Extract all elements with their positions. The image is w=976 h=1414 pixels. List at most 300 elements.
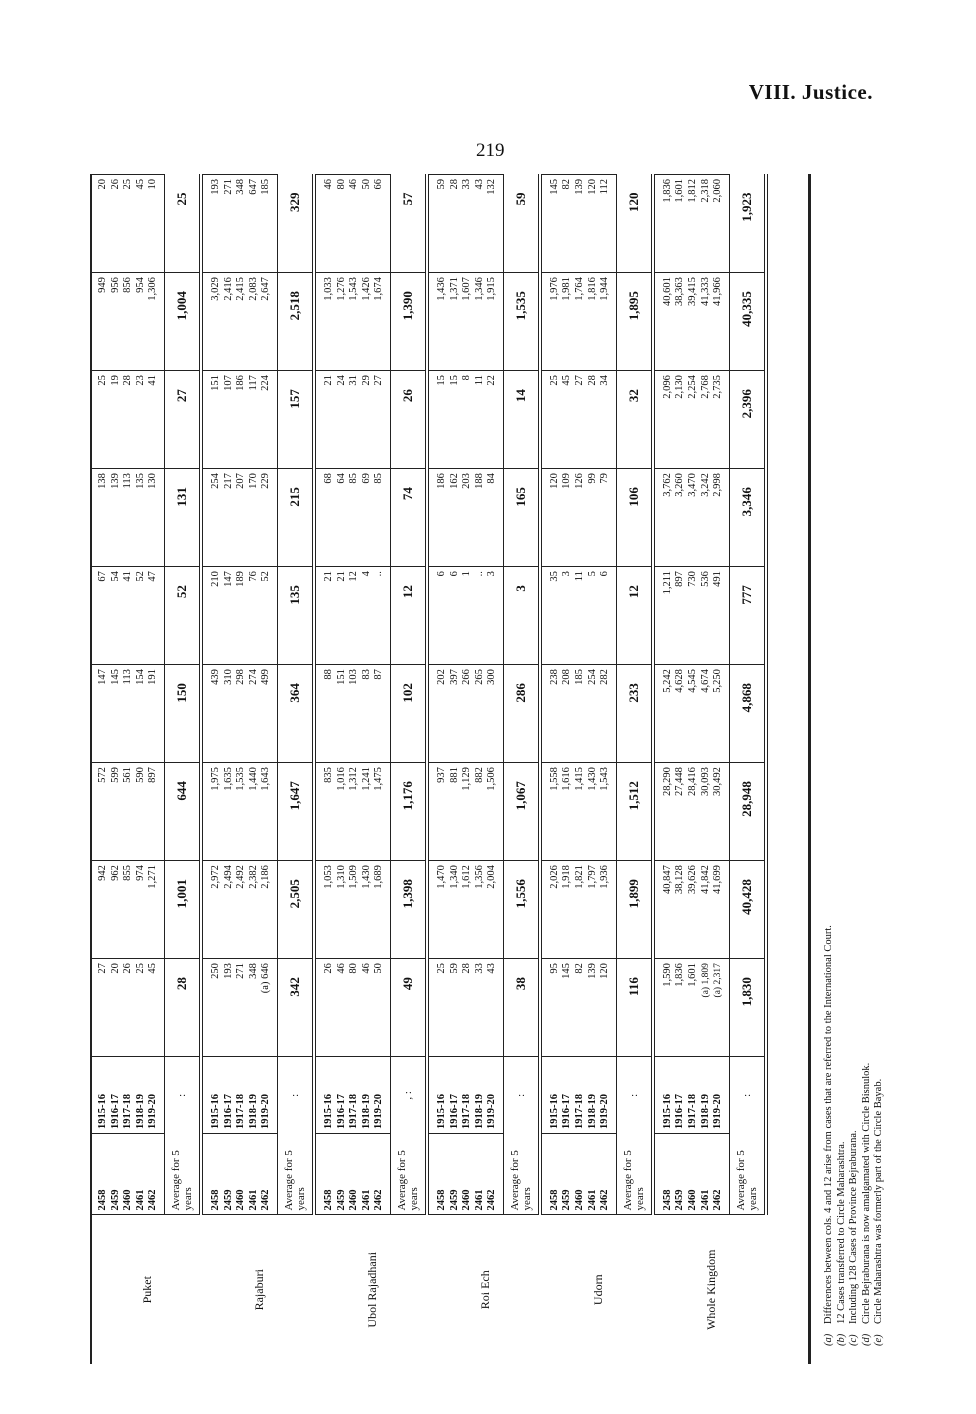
stat-value: 52 bbox=[260, 571, 272, 582]
average-value: 102 bbox=[390, 665, 427, 763]
average-value: 59 bbox=[503, 175, 540, 273]
stat-value: 1,601 bbox=[674, 179, 686, 203]
average-row bbox=[164, 175, 201, 1365]
stat-value: 1,241 bbox=[360, 767, 372, 791]
stat-value: 1,764 bbox=[574, 277, 586, 301]
stat-value: 21 bbox=[322, 571, 334, 582]
stat-value: 88 bbox=[322, 669, 334, 680]
stat-value: 26 bbox=[322, 963, 334, 974]
stat-column-8 bbox=[90, 273, 164, 371]
stat-value: 28 bbox=[461, 963, 473, 974]
fiscal-year: 1919-20 bbox=[260, 1094, 272, 1129]
stat-column-9 bbox=[201, 175, 277, 273]
stat-value: 107 bbox=[222, 375, 234, 391]
stat-value: 34 bbox=[599, 375, 611, 386]
footnote bbox=[861, 196, 874, 1346]
stat-column-9 bbox=[314, 175, 390, 273]
stat-value: 2,735 bbox=[712, 375, 724, 399]
stat-value: 87 bbox=[373, 669, 385, 680]
average-value: 27 bbox=[164, 371, 201, 469]
region-years-row bbox=[653, 175, 729, 1365]
stat-value: 76 bbox=[247, 571, 259, 582]
stat-column-2 bbox=[653, 861, 729, 959]
stat-value: 170 bbox=[247, 473, 259, 489]
stat-value: 397 bbox=[448, 669, 460, 685]
average-value: 644 bbox=[164, 763, 201, 861]
region-years-row bbox=[314, 175, 390, 1365]
average-value: 2,518 bbox=[277, 273, 314, 371]
buddhist-era-years bbox=[90, 1134, 164, 1215]
stat-value: 50 bbox=[360, 179, 372, 190]
stat-value: (a) 2,317 bbox=[713, 963, 724, 998]
stat-value: 6 bbox=[448, 571, 460, 577]
average-value: 135 bbox=[277, 567, 314, 665]
stat-value: 189 bbox=[235, 571, 247, 587]
stat-column-6 bbox=[427, 469, 503, 567]
stat-value: 1,271 bbox=[147, 865, 159, 889]
stat-value: 50 bbox=[373, 963, 385, 974]
stat-value: 590 bbox=[134, 767, 146, 783]
stat-value: 1,426 bbox=[360, 277, 372, 301]
christian-era-years bbox=[201, 1057, 277, 1134]
be-year: 2460 bbox=[348, 1189, 360, 1211]
stat-value: 66 bbox=[373, 179, 385, 190]
fiscal-year: 1919-20 bbox=[147, 1094, 159, 1129]
average-label: Average for 5 years bbox=[729, 1134, 766, 1215]
stat-value: 1,612 bbox=[461, 865, 473, 889]
stat-column-6 bbox=[90, 469, 164, 567]
stat-value: 120 bbox=[599, 963, 611, 979]
be-year: 2462 bbox=[147, 1189, 159, 1211]
stat-column-5 bbox=[90, 567, 164, 665]
stat-value: .. bbox=[473, 571, 485, 577]
average-value: 106 bbox=[616, 469, 653, 567]
stat-column-8 bbox=[201, 273, 277, 371]
stat-value: 491 bbox=[712, 571, 724, 587]
stat-value: 1,616 bbox=[561, 767, 573, 791]
stat-value: 5,242 bbox=[661, 669, 673, 693]
stat-value: 154 bbox=[134, 669, 146, 685]
stat-value: 207 bbox=[235, 473, 247, 489]
buddhist-era-years bbox=[314, 1134, 390, 1215]
stat-column-3 bbox=[90, 763, 164, 861]
stat-value: (a) 1,809 bbox=[700, 963, 711, 998]
stat-value: 147 bbox=[97, 669, 108, 685]
stat-value: 1,601 bbox=[687, 963, 699, 987]
stat-value: 46 bbox=[360, 963, 372, 974]
average-year-mark: : bbox=[164, 1057, 201, 1134]
average-value: 28,948 bbox=[729, 763, 766, 861]
stat-value: 12 bbox=[348, 571, 360, 582]
stat-value: 1,607 bbox=[461, 277, 473, 301]
stat-value: 28 bbox=[586, 375, 598, 386]
christian-era-years bbox=[540, 1057, 616, 1134]
fiscal-year: 1915-16 bbox=[435, 1094, 447, 1129]
average-value: 28 bbox=[164, 959, 201, 1057]
region-name: Whole Kingdom bbox=[653, 1215, 766, 1364]
stat-value: 203 bbox=[461, 473, 473, 489]
stat-value: 20 bbox=[109, 963, 121, 974]
stat-value: 1,509 bbox=[348, 865, 360, 889]
stat-value: 2,060 bbox=[712, 179, 724, 203]
stat-value: 145 bbox=[561, 963, 573, 979]
stat-value: 4 bbox=[360, 571, 372, 577]
stat-value: 1,674 bbox=[373, 277, 385, 301]
stat-value: 30,492 bbox=[712, 767, 724, 797]
stat-column-2 bbox=[201, 861, 277, 959]
stat-column-4 bbox=[90, 665, 164, 763]
rotated-content bbox=[90, 174, 884, 1364]
stat-value: 2,494 bbox=[222, 865, 234, 889]
fiscal-year: 1916-17 bbox=[561, 1094, 573, 1129]
region-name: Rajaburi bbox=[201, 1215, 314, 1364]
average-value: 1,398 bbox=[390, 861, 427, 959]
stat-value: 3,762 bbox=[661, 473, 673, 497]
stat-value: 238 bbox=[548, 669, 560, 685]
stat-value: 120 bbox=[548, 473, 560, 489]
stat-value: 2,026 bbox=[548, 865, 560, 889]
be-year: 2460 bbox=[574, 1189, 586, 1211]
fiscal-year: 1919-20 bbox=[599, 1094, 611, 1129]
region-name: Ubol Rajadhani bbox=[314, 1215, 427, 1364]
buddhist-era-years bbox=[540, 1134, 616, 1215]
footnote-text: 12 Cases transferred to Circle Maharashtra. bbox=[835, 1141, 847, 1324]
region-years-row bbox=[540, 175, 616, 1365]
average-value: 1,001 bbox=[164, 861, 201, 959]
stat-value: 2,083 bbox=[247, 277, 259, 301]
stat-value: 599 bbox=[109, 767, 121, 783]
stat-value: 3,260 bbox=[674, 473, 686, 497]
stat-value: 974 bbox=[134, 865, 146, 881]
stat-value: 2,130 bbox=[674, 375, 686, 399]
be-year: 2459 bbox=[674, 1189, 686, 1211]
average-value: 165 bbox=[503, 469, 540, 567]
stat-value: 1,276 bbox=[335, 277, 347, 301]
average-year-mark: : bbox=[503, 1057, 540, 1134]
stat-value: 647 bbox=[247, 179, 259, 195]
average-value: 777 bbox=[729, 567, 766, 665]
stat-value: 139 bbox=[586, 963, 598, 979]
stat-value: 897 bbox=[674, 571, 686, 587]
average-value: 25 bbox=[164, 175, 201, 273]
average-value: 52 bbox=[164, 567, 201, 665]
stat-value: 300 bbox=[486, 669, 498, 685]
stat-value: 117 bbox=[247, 375, 259, 391]
footnote bbox=[848, 196, 861, 1346]
stat-value: 39,626 bbox=[687, 865, 699, 895]
stat-value: 2,492 bbox=[235, 865, 247, 889]
stat-value: 2,254 bbox=[687, 375, 699, 399]
stat-column-6 bbox=[653, 469, 729, 567]
average-value: 32 bbox=[616, 371, 653, 469]
stat-value: 85 bbox=[348, 473, 360, 484]
stat-value: 2,382 bbox=[247, 865, 259, 889]
stat-value: 45 bbox=[561, 375, 573, 386]
stat-value: 1,211 bbox=[661, 571, 673, 595]
stat-column-9 bbox=[427, 175, 503, 273]
average-row bbox=[729, 175, 766, 1365]
stat-value: 1,506 bbox=[486, 767, 498, 791]
stat-value: 4,628 bbox=[674, 669, 686, 693]
stat-value: 1,475 bbox=[373, 767, 385, 791]
average-row bbox=[277, 175, 314, 1365]
stat-column-5 bbox=[653, 567, 729, 665]
stat-value: 25 bbox=[548, 375, 560, 386]
stat-value: 271 bbox=[222, 179, 234, 195]
be-year: 2460 bbox=[235, 1189, 247, 1211]
be-year: 2458 bbox=[435, 1189, 447, 1211]
stat-value: 109 bbox=[561, 473, 573, 489]
stat-value: 139 bbox=[109, 473, 121, 489]
stat-value: 85 bbox=[373, 473, 385, 484]
stat-value: 52 bbox=[134, 571, 146, 582]
average-value: 49 bbox=[390, 959, 427, 1057]
be-year: 2460 bbox=[122, 1189, 134, 1211]
stat-column-8 bbox=[314, 273, 390, 371]
stat-value: 536 bbox=[699, 571, 711, 587]
stat-value: 33 bbox=[473, 963, 485, 974]
stat-value: 83 bbox=[360, 669, 372, 680]
stat-value: 1,129 bbox=[461, 767, 473, 791]
average-value: 57 bbox=[390, 175, 427, 273]
stat-value: 1,346 bbox=[473, 277, 485, 301]
stat-column-2 bbox=[314, 861, 390, 959]
average-value: 329 bbox=[277, 175, 314, 273]
average-value: 1,830 bbox=[729, 959, 766, 1057]
stat-value: 67 bbox=[97, 571, 108, 582]
fiscal-year: 1915-16 bbox=[209, 1094, 221, 1129]
stat-value: 2,318 bbox=[699, 179, 711, 203]
stat-value: 69 bbox=[360, 473, 372, 484]
stat-value: 120 bbox=[586, 179, 598, 195]
fiscal-year: 1919-20 bbox=[486, 1094, 498, 1129]
stat-column-1 bbox=[540, 959, 616, 1057]
stat-value: 2,096 bbox=[661, 375, 673, 399]
stat-value: 21 bbox=[335, 571, 347, 582]
stat-value: 208 bbox=[561, 669, 573, 685]
stat-value: 1,053 bbox=[322, 865, 334, 889]
stat-value: 202 bbox=[435, 669, 447, 685]
average-year-mark: : bbox=[729, 1057, 766, 1134]
stat-value: 31 bbox=[348, 375, 360, 386]
stat-value: 254 bbox=[209, 473, 221, 489]
stat-column-4 bbox=[314, 665, 390, 763]
footnote bbox=[873, 196, 886, 1346]
stat-value: 2,004 bbox=[486, 865, 498, 889]
be-year: 2462 bbox=[260, 1189, 272, 1211]
fiscal-year: 1918-19 bbox=[360, 1094, 372, 1129]
christian-era-years bbox=[314, 1057, 390, 1134]
fiscal-year: 1918-19 bbox=[473, 1094, 485, 1129]
average-label: Average for 5 years bbox=[277, 1134, 314, 1215]
stat-value: 82 bbox=[561, 179, 573, 190]
stat-value: 186 bbox=[435, 473, 447, 489]
stat-value: 3,242 bbox=[699, 473, 711, 497]
stat-value: 2,998 bbox=[712, 473, 724, 497]
be-year: 2458 bbox=[661, 1189, 673, 1211]
average-value: 1,556 bbox=[503, 861, 540, 959]
stat-column-2 bbox=[90, 861, 164, 959]
region-name: Puket bbox=[90, 1215, 201, 1364]
footnote bbox=[823, 196, 836, 1346]
stat-value: 1,016 bbox=[335, 767, 347, 791]
region-name: Udorn bbox=[540, 1215, 653, 1364]
be-year: 2460 bbox=[461, 1189, 473, 1211]
stat-value: 730 bbox=[687, 571, 699, 587]
stat-value: 99 bbox=[586, 473, 598, 484]
stat-value: 45 bbox=[134, 179, 146, 190]
stat-value: 151 bbox=[209, 375, 221, 391]
stat-value: 1,812 bbox=[687, 179, 699, 203]
stat-value: 20 bbox=[97, 179, 108, 190]
average-year-mark: , : bbox=[390, 1057, 427, 1134]
stat-column-3 bbox=[427, 763, 503, 861]
region-years-row bbox=[90, 175, 164, 1365]
stat-column-9 bbox=[540, 175, 616, 273]
fiscal-year: 1915-16 bbox=[548, 1094, 560, 1129]
average-year-mark: : bbox=[277, 1057, 314, 1134]
stat-column-9 bbox=[90, 175, 164, 273]
be-year: 2459 bbox=[448, 1189, 460, 1211]
stat-value: 298 bbox=[235, 669, 247, 685]
stat-value: 1,415 bbox=[574, 767, 586, 791]
region-years-row bbox=[201, 175, 277, 1365]
stat-value: 1,543 bbox=[348, 277, 360, 301]
stat-value: 27 bbox=[574, 375, 586, 386]
stat-column-3 bbox=[540, 763, 616, 861]
stat-column-4 bbox=[540, 665, 616, 763]
be-year: 2461 bbox=[360, 1189, 372, 1211]
stat-value: 188 bbox=[473, 473, 485, 489]
stat-column-3 bbox=[201, 763, 277, 861]
average-value: 40,428 bbox=[729, 861, 766, 959]
average-value: 3,346 bbox=[729, 469, 766, 567]
fiscal-year: 1917-18 bbox=[122, 1094, 134, 1129]
be-year: 2462 bbox=[373, 1189, 385, 1211]
stat-value: 15 bbox=[448, 375, 460, 386]
stat-value: 41 bbox=[122, 571, 134, 582]
stat-value: 80 bbox=[335, 179, 347, 190]
stat-value: 271 bbox=[235, 963, 247, 979]
stat-value: 95 bbox=[548, 963, 560, 974]
stat-value: 1,836 bbox=[661, 179, 673, 203]
stat-value: 1,310 bbox=[335, 865, 347, 889]
fiscal-year: 1917-18 bbox=[687, 1094, 699, 1129]
be-year: 2461 bbox=[586, 1189, 598, 1211]
be-year: 2461 bbox=[473, 1189, 485, 1211]
be-year: 2462 bbox=[599, 1189, 611, 1211]
stat-column-7 bbox=[314, 371, 390, 469]
stat-value: 1,689 bbox=[373, 865, 385, 889]
stat-value: 28,416 bbox=[687, 767, 699, 797]
stat-value: 1,312 bbox=[348, 767, 360, 791]
stat-value: 132 bbox=[486, 179, 498, 195]
buddhist-era-years bbox=[653, 1134, 729, 1215]
stat-value: 145 bbox=[109, 669, 121, 685]
be-year: 2460 bbox=[687, 1189, 699, 1211]
stat-value: 22 bbox=[486, 375, 498, 386]
stat-value: 1,558 bbox=[548, 767, 560, 791]
average-value: 342 bbox=[277, 959, 314, 1057]
stat-value: 64 bbox=[335, 473, 347, 484]
average-value: 4,868 bbox=[729, 665, 766, 763]
average-row bbox=[390, 175, 427, 1365]
average-value: 1,535 bbox=[503, 273, 540, 371]
stat-value: 40,847 bbox=[661, 865, 673, 895]
stat-column-7 bbox=[653, 371, 729, 469]
stat-value: 185 bbox=[574, 669, 586, 685]
fiscal-year: 1919-20 bbox=[712, 1094, 724, 1129]
stat-value: 19 bbox=[109, 375, 121, 386]
stat-value: 10 bbox=[147, 179, 159, 190]
average-value: 150 bbox=[164, 665, 201, 763]
average-label: Average for 5 years bbox=[390, 1134, 427, 1215]
fiscal-year: 1918-19 bbox=[247, 1094, 259, 1129]
stat-value: 41 bbox=[147, 375, 159, 386]
footnote-key: (c) bbox=[848, 1334, 859, 1346]
stat-value: 35 bbox=[548, 571, 560, 582]
stat-value: 3 bbox=[486, 571, 498, 577]
average-label: Average for 5 years bbox=[164, 1134, 201, 1215]
stat-value: 11 bbox=[574, 571, 586, 582]
stat-value: 1,836 bbox=[674, 963, 686, 987]
average-value: 1,004 bbox=[164, 273, 201, 371]
stat-column-5 bbox=[427, 567, 503, 665]
stat-value: 1,975 bbox=[209, 767, 221, 791]
average-value: 12 bbox=[390, 567, 427, 665]
stat-value: 39,415 bbox=[687, 277, 699, 307]
fiscal-year: 1918-19 bbox=[586, 1094, 598, 1129]
stat-value: 942 bbox=[97, 865, 108, 881]
stat-value: 103 bbox=[348, 669, 360, 685]
average-value: 26 bbox=[390, 371, 427, 469]
stat-value: 27,448 bbox=[674, 767, 686, 797]
stat-value: 193 bbox=[209, 179, 221, 195]
stat-value: 24 bbox=[335, 375, 347, 386]
be-year: 2459 bbox=[335, 1189, 347, 1211]
fiscal-year: 1916-17 bbox=[674, 1094, 686, 1129]
stat-value: 348 bbox=[235, 179, 247, 195]
stat-value: 21 bbox=[322, 375, 334, 386]
stat-value: 250 bbox=[209, 963, 221, 979]
stat-value: 1,816 bbox=[586, 277, 598, 301]
stat-value: 2,415 bbox=[235, 277, 247, 301]
average-value: 116 bbox=[616, 959, 653, 1057]
average-value: 233 bbox=[616, 665, 653, 763]
fiscal-year: 1917-18 bbox=[348, 1094, 360, 1129]
stat-column-3 bbox=[314, 763, 390, 861]
average-value: 364 bbox=[277, 665, 314, 763]
stat-value: 1,797 bbox=[586, 865, 598, 889]
average-value: 2,396 bbox=[729, 371, 766, 469]
average-row bbox=[616, 175, 653, 1365]
stat-value: 41,966 bbox=[712, 277, 724, 307]
be-year: 2458 bbox=[209, 1189, 221, 1211]
stat-value: 210 bbox=[209, 571, 221, 587]
footnote-key: (a) bbox=[823, 1333, 834, 1346]
stat-value: 3,470 bbox=[687, 473, 699, 497]
average-value: 1,512 bbox=[616, 763, 653, 861]
stat-value: 38,363 bbox=[674, 277, 686, 307]
stat-value: 4,674 bbox=[699, 669, 711, 693]
stat-value: 282 bbox=[599, 669, 611, 685]
stat-value: 162 bbox=[448, 473, 460, 489]
stat-value: 47 bbox=[147, 571, 159, 582]
average-value: 1,176 bbox=[390, 763, 427, 861]
stat-value: 1,915 bbox=[486, 277, 498, 301]
stat-value: 1,936 bbox=[599, 865, 611, 889]
stat-value: 126 bbox=[574, 473, 586, 489]
